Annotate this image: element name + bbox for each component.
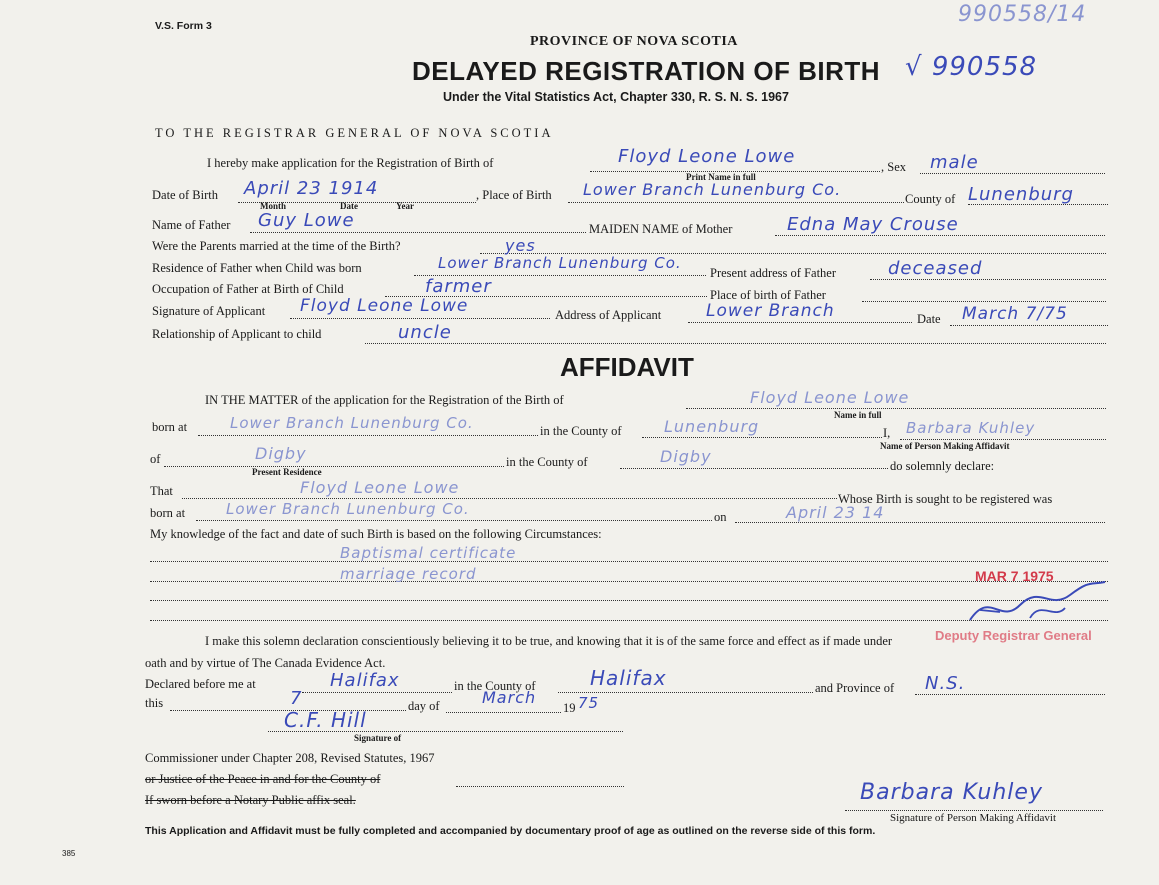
- line-declared-county: [558, 692, 813, 693]
- father-name: Guy Lowe: [258, 210, 355, 231]
- declaration-line-1: I make this solemn declaration conscientiously believing it to be true, and knowing that it is of the same force and effect as if made under: [205, 634, 893, 648]
- father-occupation: farmer: [425, 276, 492, 297]
- line-declared-at: [302, 692, 452, 693]
- footer-instructions: This Application and Affidavit must be fully completed and accompanied by documentary proof of age as outlined on the reverse side of this form.: [145, 825, 876, 837]
- applicant-address: Lower Branch: [706, 301, 835, 321]
- deponent-county: Digby: [660, 447, 712, 466]
- label-deponent-signature: Signature of Person Making Affidavit: [890, 812, 1056, 824]
- label-declared-before: Declared before me at: [145, 677, 256, 691]
- label-matter: IN THE MATTER of the application for the Registration of the Birth of: [205, 393, 564, 407]
- line-matter: [686, 408, 1106, 409]
- file-number-top: 990558/14: [958, 2, 1087, 27]
- parents-married: yes: [505, 236, 536, 255]
- that-name: Floyd Leone Lowe: [300, 478, 460, 497]
- label-declare: do solemnly declare:: [890, 459, 995, 473]
- label-married: Were the Parents married at the time of the Birth?: [152, 239, 401, 253]
- father-present-address: deceased: [888, 258, 983, 279]
- label-signature: Signature of Applicant: [152, 304, 266, 318]
- declared-province: N.S.: [925, 673, 966, 694]
- line-county-of: [642, 437, 882, 438]
- label-county: County of: [905, 192, 956, 206]
- label-knowledge: My knowledge of the fact and date of such Birth is based on the following Circumstances:: [150, 527, 602, 541]
- label-county-of-2: in the County of: [506, 455, 588, 469]
- label-print-name: Print Name in full: [686, 172, 756, 182]
- line-month: [446, 712, 561, 713]
- line-signature: [290, 318, 550, 319]
- label-day-of: day of: [408, 699, 440, 713]
- line-place: [568, 202, 904, 203]
- label-signature-of: Signature of: [354, 733, 402, 743]
- matter-name: Floyd Leone Lowe: [750, 388, 910, 407]
- label-born-at: born at: [152, 420, 188, 434]
- father-residence: Lower Branch Lunenburg Co.: [438, 254, 682, 272]
- mother-name: Edna May Crouse: [787, 214, 959, 235]
- child-name: Floyd Leone Lowe: [618, 146, 796, 167]
- declaration-line-2: oath and by virtue of The Canada Evidence Act.: [145, 656, 386, 670]
- label-relationship: Relationship of Applicant to child: [152, 327, 322, 341]
- label-month: Month: [260, 201, 287, 211]
- label-address: Address of Applicant: [555, 308, 662, 322]
- deponent-signature: Barbara Kuhley: [860, 780, 1043, 805]
- label-present-residence: Present Residence: [252, 467, 322, 477]
- child-sex: male: [930, 152, 979, 173]
- line-sex: [920, 173, 1105, 174]
- form-subtitle: Under the Vital Statistics Act, Chapter 330, R. S. N. S. 1967: [443, 90, 789, 104]
- label-person-making: Name of Person Making Affidavit: [880, 441, 1010, 451]
- line-born-at: [198, 435, 538, 436]
- commissioner-signature: C.F. Hill: [284, 708, 367, 732]
- label-that: That: [150, 484, 173, 498]
- label-father-birthplace: Place of birth of Father: [710, 288, 826, 302]
- file-number: √ 990558: [905, 52, 1038, 82]
- registrar-signature-icon: [960, 580, 1110, 630]
- addressee: TO THE REGISTRAR GENERAL OF NOVA SCOTIA: [155, 126, 554, 140]
- deponent-name: Barbara Kuhley: [906, 419, 1036, 437]
- line-deponent: [900, 439, 1106, 440]
- label-born-at-2: born at: [150, 506, 186, 520]
- label-residence: Residence of Father when Child was born: [152, 261, 362, 275]
- label-place: , Place of Birth: [476, 188, 552, 202]
- label-on: on: [714, 510, 727, 524]
- line-born-at-2: [196, 520, 712, 521]
- affidavit-county: Lunenburg: [664, 417, 760, 436]
- date-of-birth: April 23 1914: [244, 178, 379, 199]
- applicant-signature: Floyd Leone Lowe: [300, 296, 469, 316]
- line-that: [182, 498, 837, 499]
- label-date: Date: [340, 201, 358, 211]
- affidavit-heading: AFFIDAVIT: [560, 352, 694, 382]
- line-relationship: [365, 343, 1106, 344]
- line-father-birthplace: [862, 301, 1106, 302]
- registrar-stamp-title: Deputy Registrar General: [935, 628, 1092, 643]
- label-province: and Province of: [815, 681, 895, 695]
- applicant-relationship: uncle: [398, 322, 452, 343]
- label-in-county: in the County of: [454, 679, 536, 693]
- form-title: DELAYED REGISTRATION OF BIRTH: [412, 56, 881, 86]
- label-present-address: Present address of Father: [710, 266, 837, 280]
- label-i: I,: [883, 426, 891, 440]
- affidavit-born-at-2: Lower Branch Lunenburg Co.: [226, 500, 470, 518]
- application-date: March 7/75: [962, 304, 1068, 324]
- line-of: [164, 466, 504, 467]
- line-circ-1: [150, 561, 1108, 562]
- line-born-on: [735, 522, 1105, 523]
- deponent-residence: Digby: [255, 444, 307, 463]
- label-county-of: in the County of: [540, 424, 622, 438]
- line-justice-county: [456, 786, 624, 787]
- line-address: [688, 322, 912, 323]
- line-province: [915, 694, 1105, 695]
- circumstance-2: marriage record: [340, 565, 477, 583]
- label-occupation: Occupation of Father at Birth of Child: [152, 282, 344, 296]
- declared-month: March: [482, 688, 537, 707]
- line-present-address: [870, 279, 1106, 280]
- label-sex: , Sex: [881, 160, 906, 174]
- line-app-date: [950, 325, 1108, 326]
- province-heading: PROVINCE OF NOVA SCOTIA: [530, 34, 738, 49]
- received-stamp-date: MAR 7 1975: [975, 568, 1054, 584]
- label-app-date: Date: [917, 312, 941, 326]
- place-of-birth: Lower Branch Lunenburg Co.: [583, 180, 842, 199]
- affidavit-born-on: April 23 14: [786, 503, 885, 522]
- declared-day: 7: [290, 688, 303, 709]
- label-name-full: Name in full: [834, 410, 882, 420]
- affidavit-born-at: Lower Branch Lunenburg Co.: [230, 414, 474, 432]
- label-year-prefix: 19: [563, 701, 576, 715]
- label-dob: Date of Birth: [152, 188, 218, 202]
- line-father: [250, 232, 586, 233]
- line-deponent-signature: [845, 810, 1103, 811]
- label-father: Name of Father: [152, 218, 231, 232]
- label-mother: MAIDEN NAME of Mother: [589, 222, 733, 236]
- declared-year: 75: [578, 694, 600, 712]
- line-of-county: [620, 468, 888, 469]
- label-notary: If sworn before a Notary Public affix seal.: [145, 793, 356, 807]
- label-application: I hereby make application for the Registration of Birth of: [207, 156, 494, 170]
- label-justice: or Justice of the Peace in and for the County of: [145, 772, 381, 786]
- printer-code: 385: [62, 849, 76, 858]
- form-number: V.S. Form 3: [155, 20, 212, 32]
- declared-county: Halifax: [590, 666, 667, 690]
- label-of: of: [150, 452, 161, 466]
- label-this: this: [145, 696, 164, 710]
- line-mother: [775, 235, 1105, 236]
- declared-at: Halifax: [330, 670, 400, 691]
- circumstance-1: Baptismal certificate: [340, 544, 517, 562]
- county-of-birth: Lunenburg: [968, 184, 1074, 205]
- label-year: Year: [396, 201, 414, 211]
- label-commissioner: Commissioner under Chapter 208, Revised Statutes, 1967: [145, 751, 435, 765]
- label-whose-birth: Whose Birth is sought to be registered was: [838, 492, 1053, 506]
